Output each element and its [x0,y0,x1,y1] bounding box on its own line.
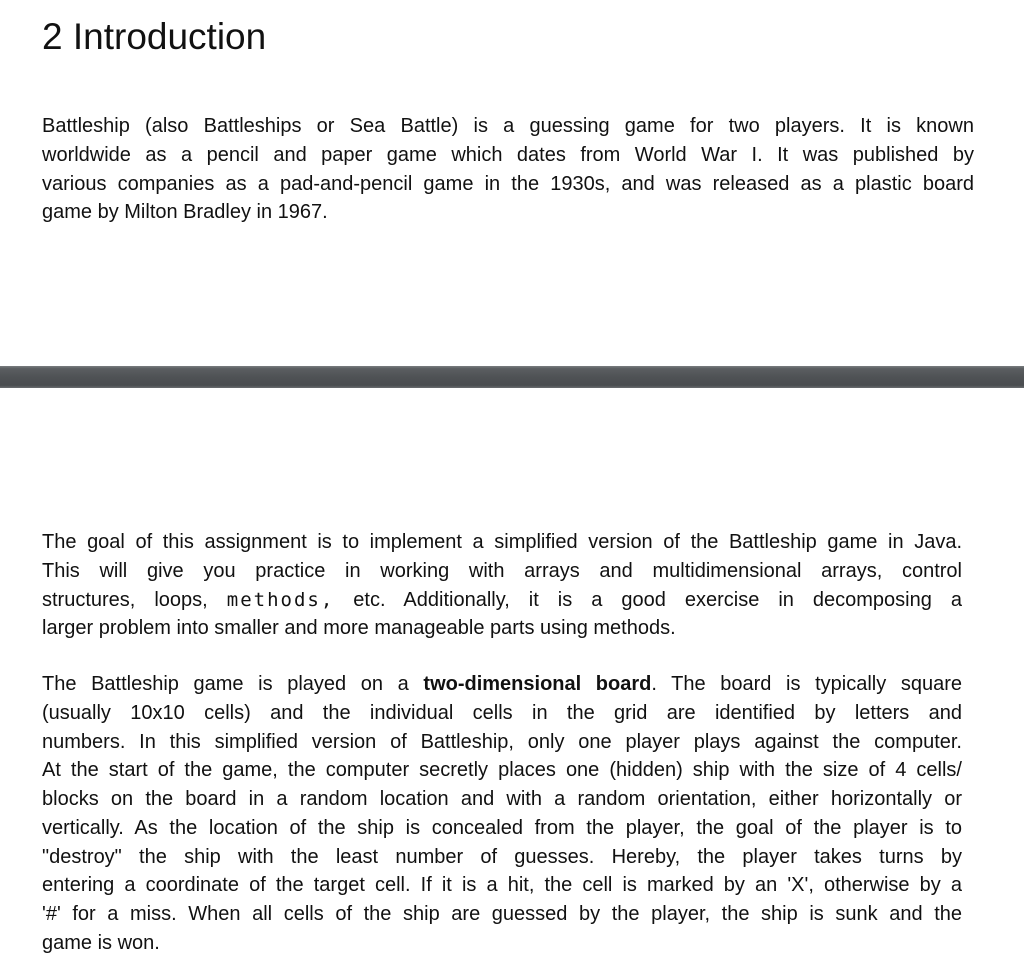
goal-line-with-code [42,586,962,615]
goal-line: This will give you practice in working with arrays and multidimensional arrays, control [42,559,962,582]
rules-line: At the start of the game, the computer secretly places one (hidden) ship with the size of 4 cells/ [42,759,962,782]
rules-line: entering a coordinate of the target cell. If it is a hit, the cell is marked by an 'X', otherwise by a [42,874,962,897]
rules-line-with-bold [42,670,962,699]
goal-text: structures, loops, [42,588,208,611]
code-methods: methods, [226,588,335,611]
goal-text: etc. Additionally, it is a good exercise in decomposing a [353,588,962,611]
rules-text: The Battleship game is played on a [42,673,409,695]
intro-line: worldwide as a pencil and paper game which dates from World War I. It was published by [42,143,974,166]
rules-line: blocks on the board in a random location and with a random orientation, either horizontally or [42,788,962,810]
goal-line: larger problem into smaller and more manageable parts using methods. [42,617,676,640]
rules-paragraph [42,670,962,958]
rules-line: vertically. As the location of the ship is concealed from the player, the goal of the player is to [42,816,962,839]
intro-paragraph [42,112,974,227]
rules-line: game is won. [42,931,160,954]
rules-text: . The board is typically square [651,673,962,695]
section-heading: 2 Introduction [42,16,267,57]
document-page-top [0,0,1024,366]
rules-line: (usually 10x10 cells) and the individual cells in the grid are identified by letters and [42,701,962,724]
intro-line: various companies as a pad-and-pencil game in the 1930s, and was released as a plastic board [42,172,974,195]
intro-line: Battleship (also Battleships or Sea Battle) is a guessing game for two players. It is known [42,115,974,137]
page-divider [0,366,1024,388]
rules-line: "destroy" the ship with the least number of guesses. Hereby, the player takes turns by [42,845,962,868]
rules-line: '#' for a miss. When all cells of the ship are guessed by the player, the ship is sunk and the [42,903,962,925]
goal-paragraph [42,528,962,643]
goal-line: The goal of this assignment is to implement a simplified version of the Battleship game in Java. [42,531,962,553]
bold-two-dimensional-board: two-dimensional board [423,673,652,695]
rules-line: numbers. In this simplified version of Battleship, only one player plays against the computer. [42,730,962,753]
intro-line: game by Milton Bradley in 1967. [42,201,328,224]
